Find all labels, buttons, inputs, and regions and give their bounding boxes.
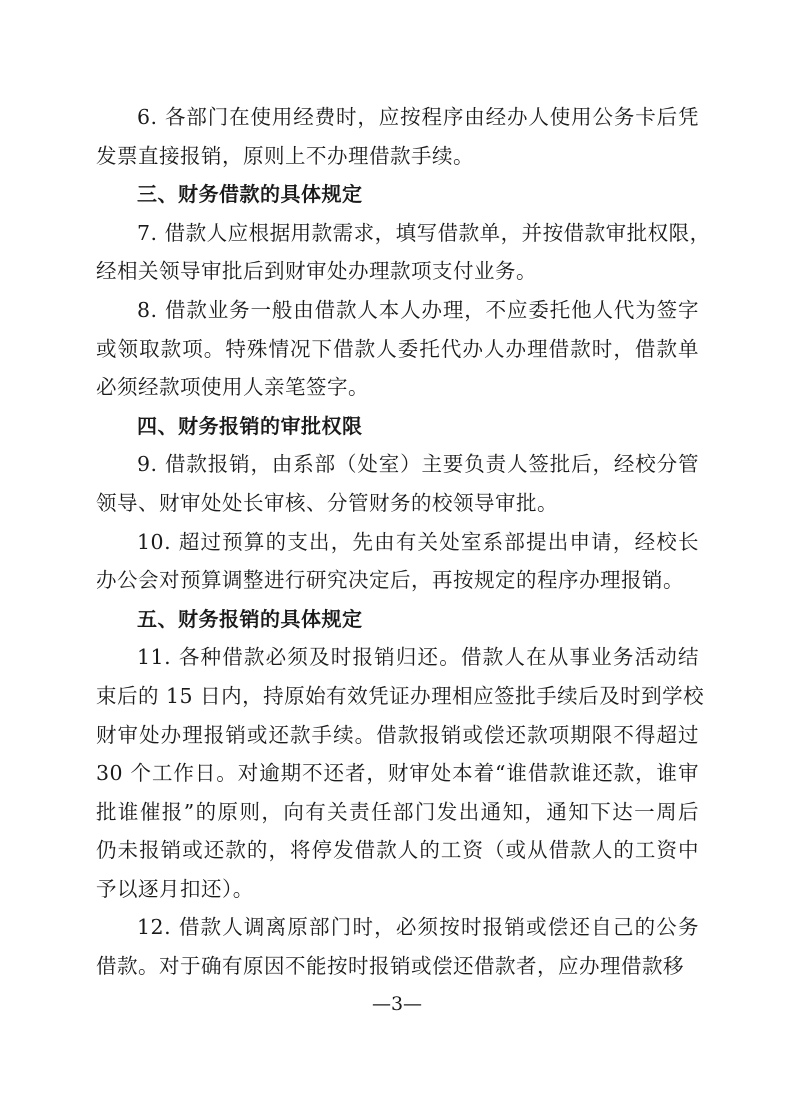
section-heading: 四、财务报销的审批权限 <box>137 413 363 438</box>
paragraph-line: 12. 借款人调离原部门时，必须按时报销或偿还自己的公务 <box>137 915 699 940</box>
body-paragraph <box>96 214 711 291</box>
paragraph-line: 8. 借款业务一般由借款人本人办理，不应委托他人代为签字 <box>137 297 699 322</box>
paragraph-line: 予以逐月扣还）。 <box>96 876 254 901</box>
body-paragraph <box>96 908 699 985</box>
document-body <box>96 98 711 986</box>
paragraph-line: 30 个工作日。对逾期不还者，财审处本着“谁借款谁还款，谁审 <box>96 761 699 786</box>
paragraph-line: 束后的 15 日内，持原始有效凭证办理相应签批手续后及时到学校 <box>96 683 705 708</box>
paragraph-line: 经相关领导审批后到财审处办理款项支付业务。 <box>96 259 537 284</box>
section-heading: 三、财务借款的具体规定 <box>137 182 363 207</box>
paragraph-line: 借款。对于确有原因不能按时报销或偿还借款者，应办理借款移 <box>96 954 684 979</box>
body-paragraph <box>96 523 699 600</box>
paragraph-line: 领导、财审处处长审核、分管财务的校领导审批。 <box>96 490 558 515</box>
section-heading: 五、财务报销的具体规定 <box>137 606 363 631</box>
paragraph-line: 7. 借款人应根据用款需求，填写借款单，并按借款审批权限， <box>137 220 711 245</box>
paragraph-line: 仍未报销或还款的，将停发借款人的工资（或从借款人的工资中 <box>96 838 699 863</box>
paragraph-line: 发票直接报销，原则上不办理借款手续。 <box>96 143 474 168</box>
body-paragraph <box>96 638 705 908</box>
paragraph-line: 财审处办理报销或还款手续。借款报销或偿还款项期限不得超过 <box>96 722 699 747</box>
paragraph-line: 必须经款项使用人亲笔签字。 <box>96 375 369 400</box>
body-paragraph <box>96 98 699 175</box>
page-number: —3— <box>371 993 423 1015</box>
body-paragraph <box>96 291 699 407</box>
body-paragraph <box>96 445 699 522</box>
paragraph-line: 办公会对预算调整进行研究决定后，再按规定的程序办理报销。 <box>96 568 684 593</box>
paragraph-line: 10. 超过预算的支出，先由有关处室系部提出申请，经校长 <box>137 529 699 554</box>
paragraph-line: 6. 各部门在使用经费时，应按程序由经办人使用公务卡后凭 <box>137 105 699 129</box>
paragraph-line: 11. 各种借款必须及时报销归还。借款人在从事业务活动结 <box>137 645 699 670</box>
paragraph-line: 或领取款项。特殊情况下借款人委托代办人办理借款时，借款单 <box>96 336 699 361</box>
paragraph-line: 9. 借款报销，由系部（处室）主要负责人签批后，经校分管 <box>137 452 699 477</box>
paragraph-line: 批谁催报”的原则，向有关责任部门发出通知，通知下达一周后 <box>96 799 699 824</box>
